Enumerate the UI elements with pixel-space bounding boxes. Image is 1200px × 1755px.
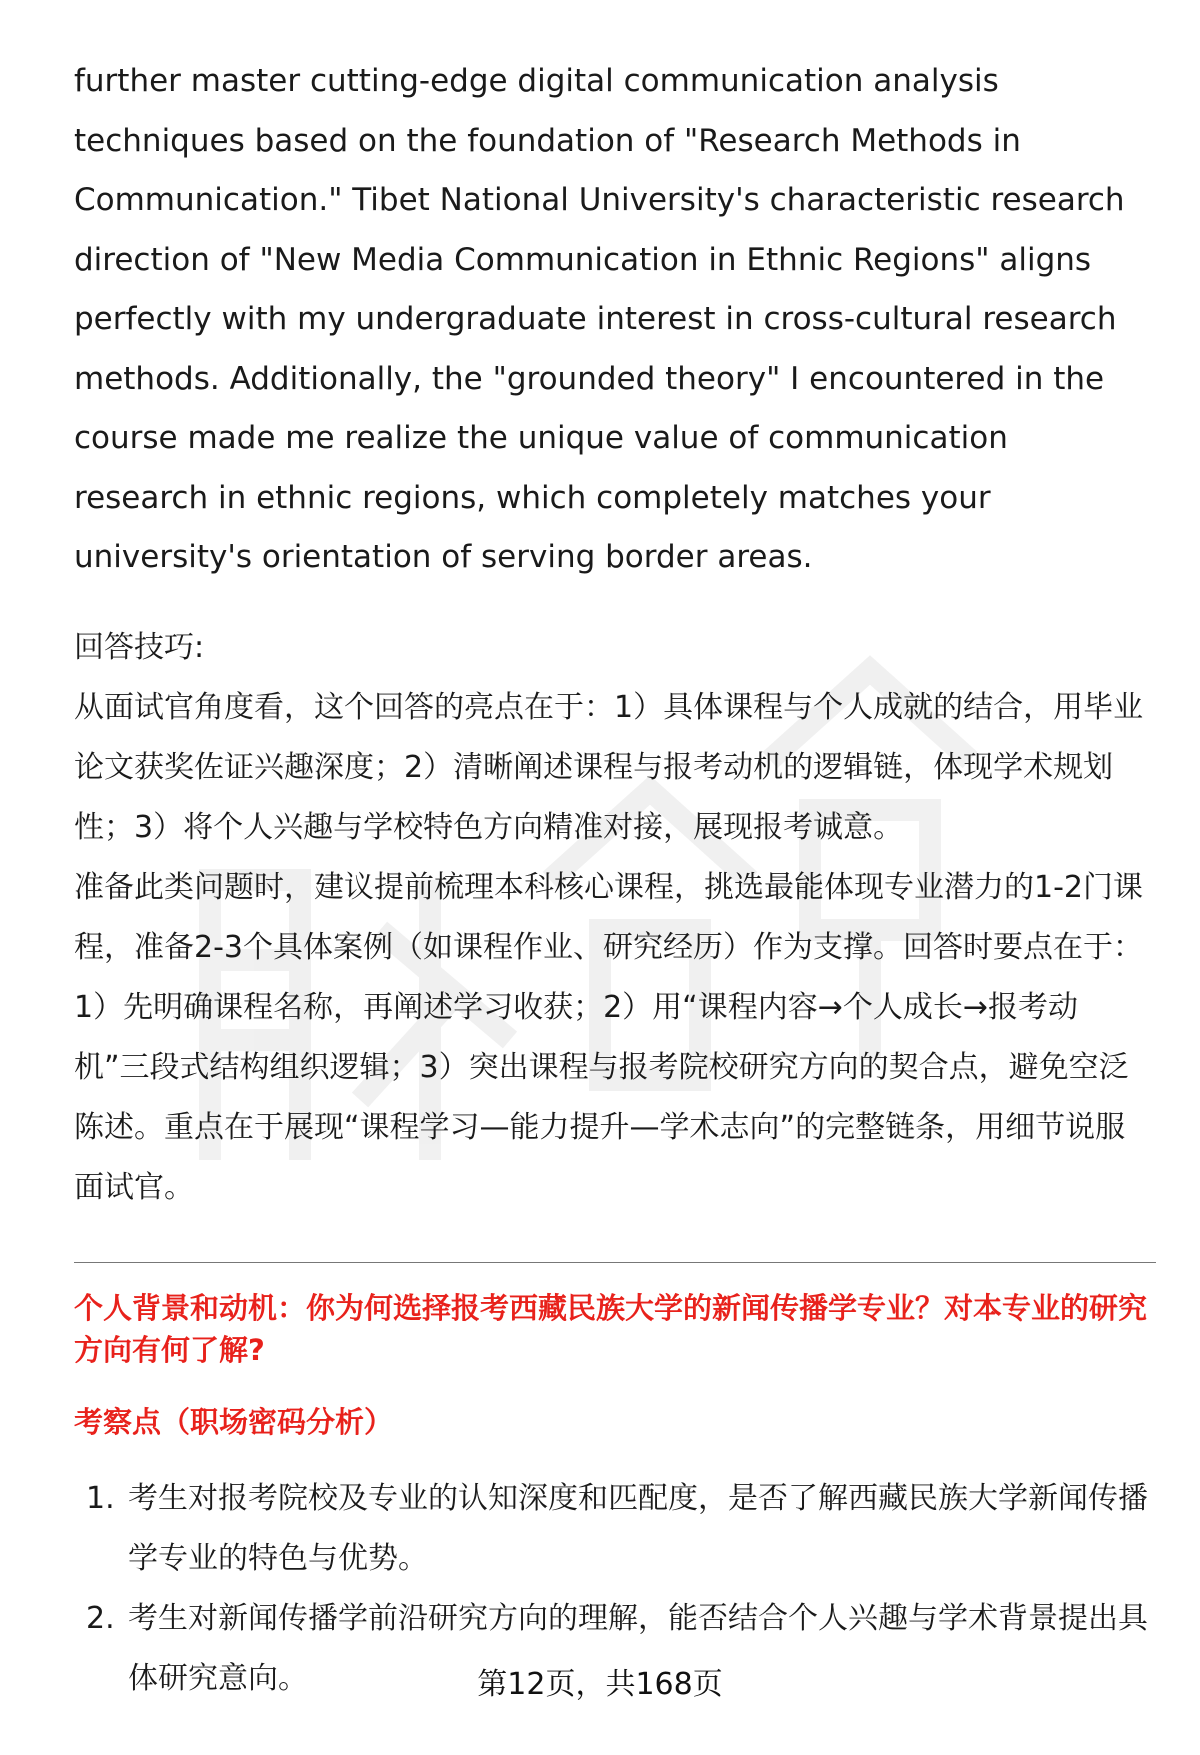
list-item-text: 考生对新闻传播学前沿研究方向的理解，能否结合个人兴趣与学术背景提出具体研究意向。 [128,1600,1148,1696]
page-content [74,52,1154,1709]
english-answer-paragraph: further master cutting-edge digital communication analysis techniques based on the foundation of "Research Methods in Communication." Tibet National University's characteristic research direction of "New Media Communication in Ethnic Regions" aligns perfectly with my undergraduate interest in cross-cultural research methods. Additionally, the "grounded theory" I encountered in the course made me realize the unique value of communication research in ethnic regions, which completely matches your university's orientation of serving border areas. [74,63,1125,575]
assessment-points-heading: 考察点（职场密码分析） [74,1404,394,1439]
list-item-number: 2. [86,1600,115,1636]
section-divider [74,1262,1156,1263]
tips-heading: 回答技巧: [74,629,205,665]
tips-paragraph-1: 从面试官角度看，这个回答的亮点在于：1）具体课程与个人成就的结合，用毕业论文获奖佐证兴趣深度；2）清晰阐述课程与报考动机的逻辑链，体现学术规划性；3）将个人兴趣与学校特色方向精准对接，展现报考诚意。 [74,689,1144,845]
list-item-number: 1. [86,1480,115,1516]
list-item [74,1469,1152,1589]
tips-paragraph-2: 准备此类问题时，建议提前梳理本科核心课程，挑选最能体现专业潜力的1-2门课程，准备2-3个具体案例（如课程作业、研究经历）作为支撑。回答时要点在于：1）先明确课程名称，再阐述学习收获；2）用“课程内容→个人成长→报考动机”三段式结构组织逻辑；3）突出课程与报考院校研究方向的契合点，避免空泛陈述。重点在于展现“课程学习—能力提升—学术志向”的完整链条，用细节说服面试官。 [74,869,1143,1205]
page-number-footer: 第12页，共168页 [477,1667,723,1702]
question-heading: 个人背景和动机：你为何选择报考西藏民族大学的新闻传播学专业？对本专业的研究方向有何了解? [74,1290,1148,1367]
list-item-text: 考生对报考院校及专业的认知深度和匹配度，是否了解西藏民族大学新闻传播学专业的特色与优势。 [128,1480,1148,1576]
